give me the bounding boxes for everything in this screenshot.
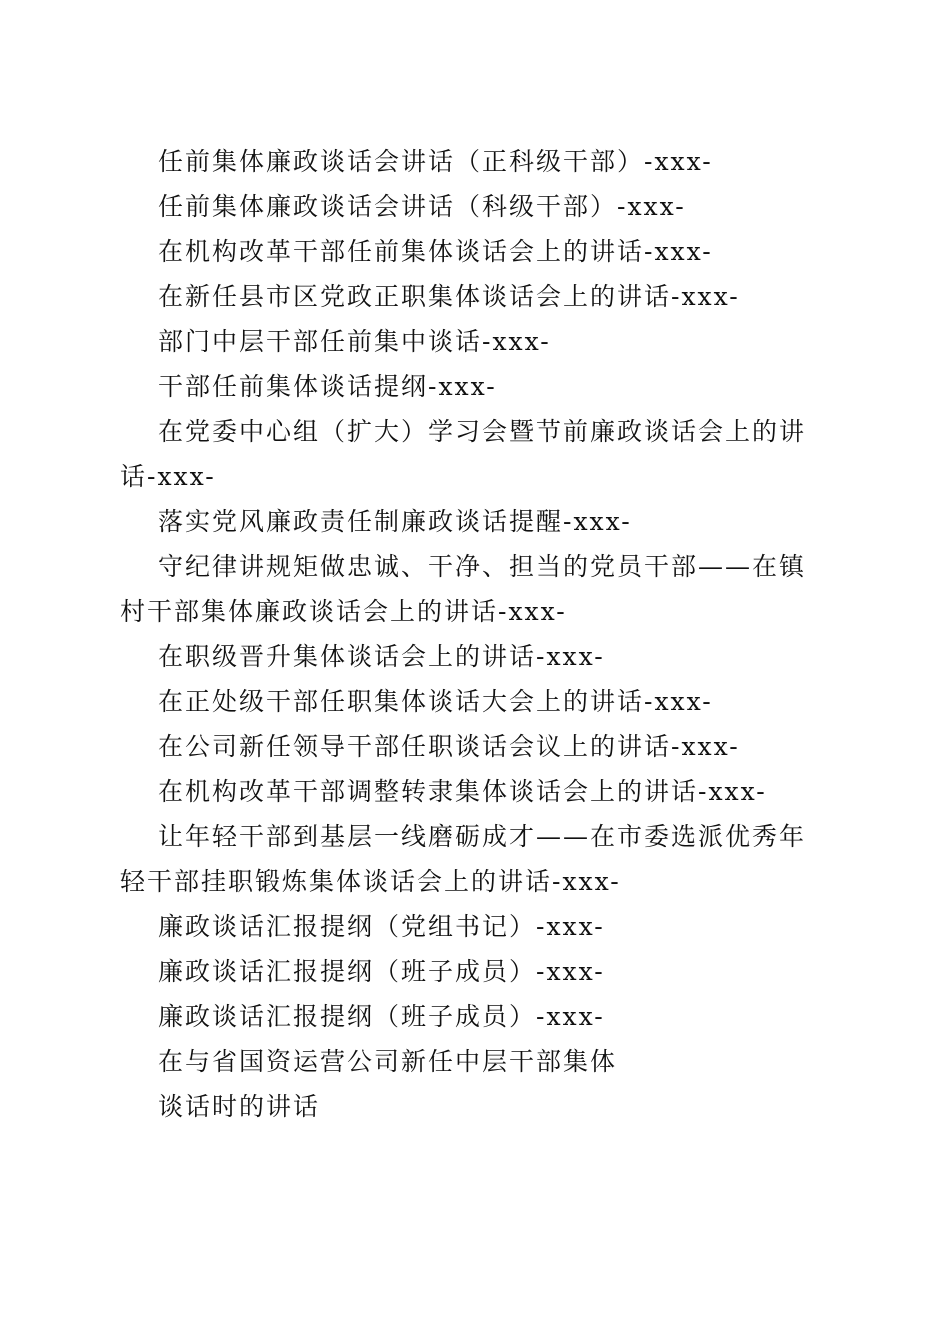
table-of-contents [120,139,828,1129]
toc-entry: 在公司新任领导干部任职谈话会议上的讲话-xxx- [158,732,740,761]
toc-entry: 在机构改革干部调整转隶集体谈话会上的讲话-xxx- [158,777,767,806]
toc-entry: 部门中层干部任前集中谈话-xxx- [158,327,551,356]
toc-entry: 任前集体廉政谈话会讲话（正科级干部）-xxx- [158,147,713,176]
toc-entry: 在正处级干部任职集体谈话大会上的讲话-xxx- [158,687,713,716]
toc-entry: 廉政谈话汇报提纲（党组书记）-xxx- [158,912,605,941]
toc-entry: 廉政谈话汇报提纲（班子成员）-xxx- [158,1002,605,1031]
toc-entry: 守纪律讲规矩做忠诚、干净、担当的党员干部——在镇村干部集体廉政谈话会上的讲话-xxx- [120,552,807,626]
toc-entry: 在党委中心组（扩大）学习会暨节前廉政谈话会上的讲话-xxx- [120,417,807,491]
toc-entry: 在机构改革干部任前集体谈话会上的讲话-xxx- [158,237,713,266]
toc-entry: 干部任前集体谈话提纲-xxx- [158,372,497,401]
toc-entry: 在新任县市区党政正职集体谈话会上的讲话-xxx- [158,282,740,311]
toc-entry: 在职级晋升集体谈话会上的讲话-xxx- [158,642,605,671]
toc-entry: 任前集体廉政谈话会讲话（科级干部）-xxx- [158,192,686,221]
toc-entry: 落实党风廉政责任制廉政谈话提醒-xxx- [158,507,632,536]
toc-entry: 在与省国资运营公司新任中层干部集体 [158,1047,618,1076]
toc-entry: 廉政谈话汇报提纲（班子成员）-xxx- [158,957,605,986]
toc-entry: 让年轻干部到基层一线磨砺成才——在市委选派优秀年轻干部挂职锻炼集体谈话会上的讲话-xxx- [120,822,807,896]
toc-entry: 谈话时的讲话 [158,1092,321,1121]
